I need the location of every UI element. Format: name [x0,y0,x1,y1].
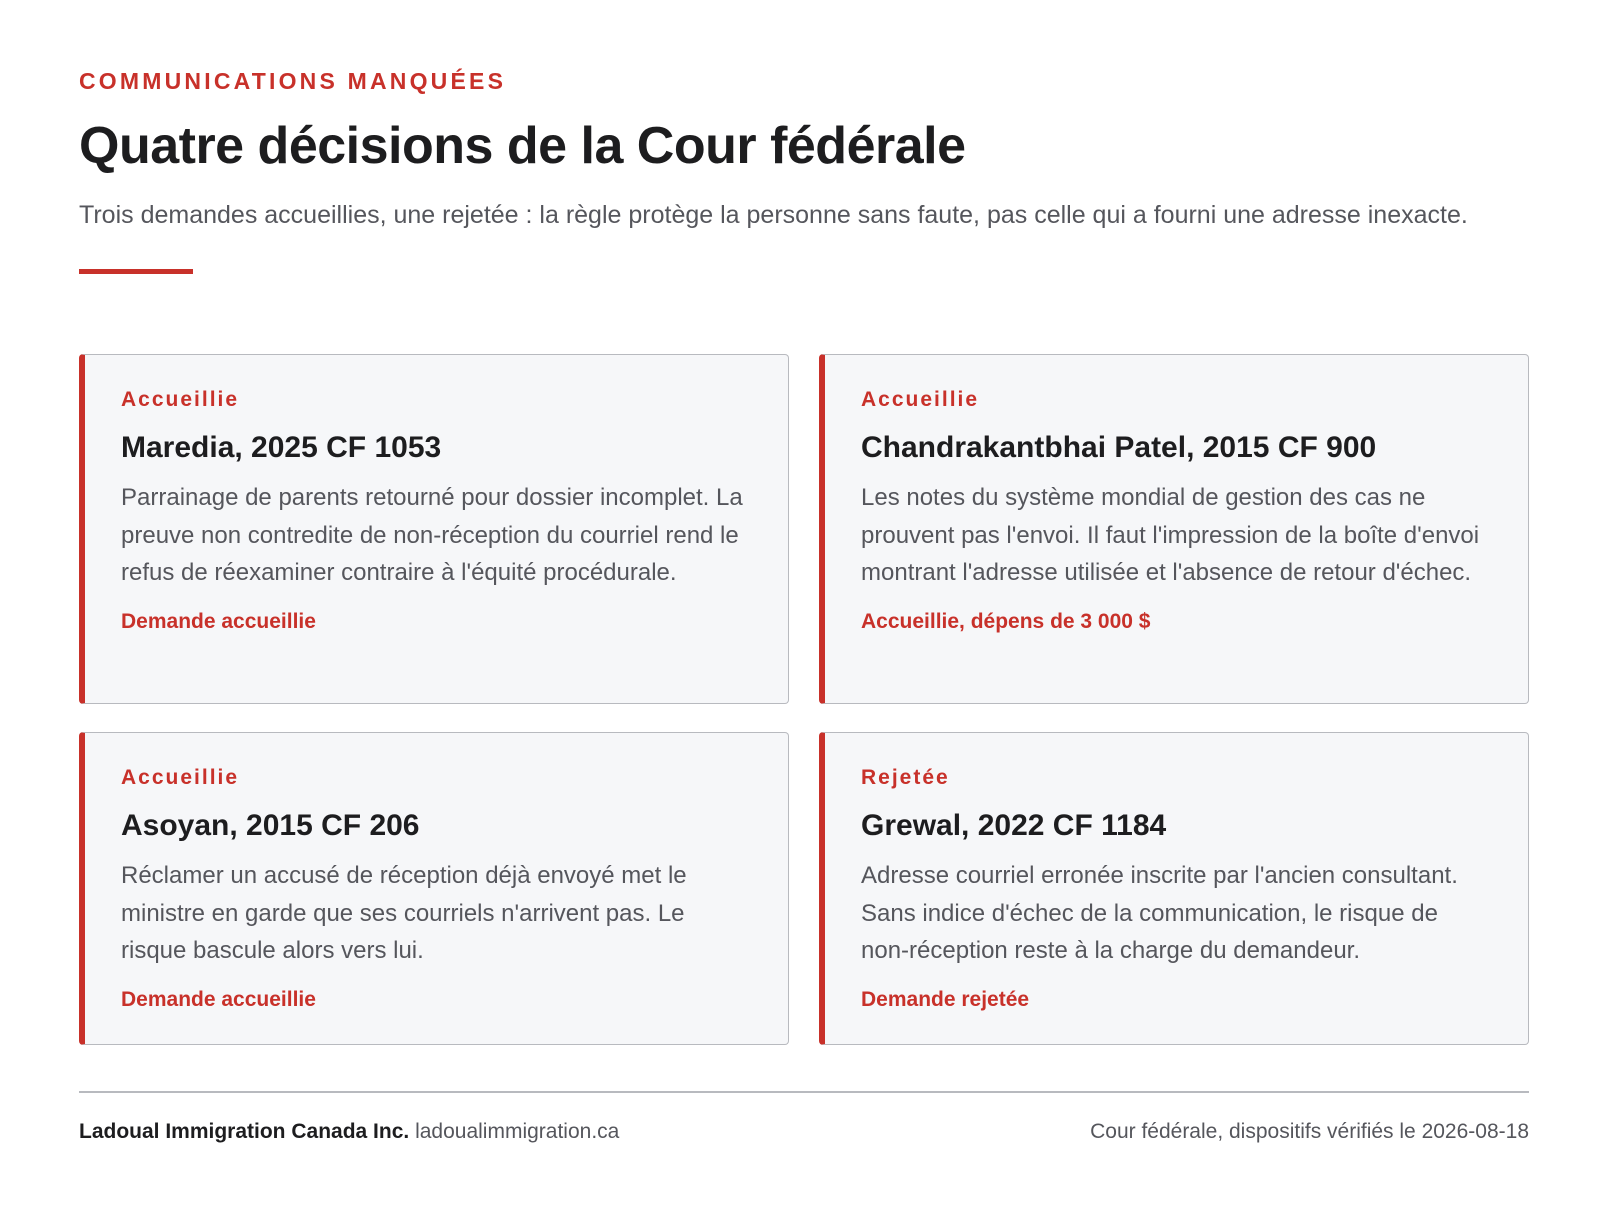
footer [79,1118,1529,1148]
footer-brand: Ladoual Immigration Canada Inc. [79,1120,410,1143]
case-status: Rejetée [861,766,950,789]
case-title: Asoyan, 2015 CF 206 [121,809,420,842]
footer-note: Cour fédérale, dispositifs vérifiés le 2026-08-18 [1090,1120,1529,1143]
case-title: Maredia, 2025 CF 1053 [121,431,442,464]
footer-divider [79,1091,1529,1093]
eyebrow-label: COMMUNICATIONS MANQUÉES [79,68,507,94]
case-card-patel [819,354,1529,704]
case-summary: Les notes du système mondial de gestion des cas ne prouvent pas l'envoi. Il faut l'impression de la boîte d'envoi montrant l'adresse utilisée et l'absence de retour d'échec. [861,484,1480,586]
page-subtitle: Trois demandes accueillies, une rejetée : la règle protège la personne sans faute, pas celle qui a fourni une adresse inexacte. [79,201,1468,229]
case-summary: Réclamer un accusé de réception déjà envoyé met le ministre en garde que ses courriels n'arrivent pas. Le risque bascule alors vers lui. [121,862,687,964]
case-outcome: Accueillie, dépens de 3 000 $ [861,609,1151,633]
case-title: Chandrakantbhai Patel, 2015 CF 900 [861,431,1377,464]
case-summary: Parrainage de parents retourné pour dossier incomplet. La preuve non contredite de non-réception du courriel rend le refus de réexaminer contraire à l'équité procédurale. [121,484,743,586]
case-status: Accueillie [861,388,980,411]
case-status: Accueillie [121,388,240,411]
case-card-maredia [79,354,789,704]
footer-attribution [79,1118,619,1146]
case-outcome: Demande accueillie [121,987,316,1011]
case-outcome: Demande rejetée [861,987,1030,1011]
case-card-grewal [819,732,1529,1045]
accent-divider [79,269,193,274]
case-summary: Adresse courriel erronée inscrite par l'ancien consultant. Sans indice d'échec de la communication, le risque de non-réception reste à la charge du demandeur. [861,862,1458,964]
footer-url: ladoualimmigration.ca [415,1120,620,1143]
page-title: Quatre décisions de la Cour fédérale [79,117,966,175]
case-status: Accueillie [121,766,240,789]
case-outcome: Demande accueillie [121,609,316,633]
case-title: Grewal, 2022 CF 1184 [861,809,1167,842]
case-card-asoyan [79,732,789,1045]
